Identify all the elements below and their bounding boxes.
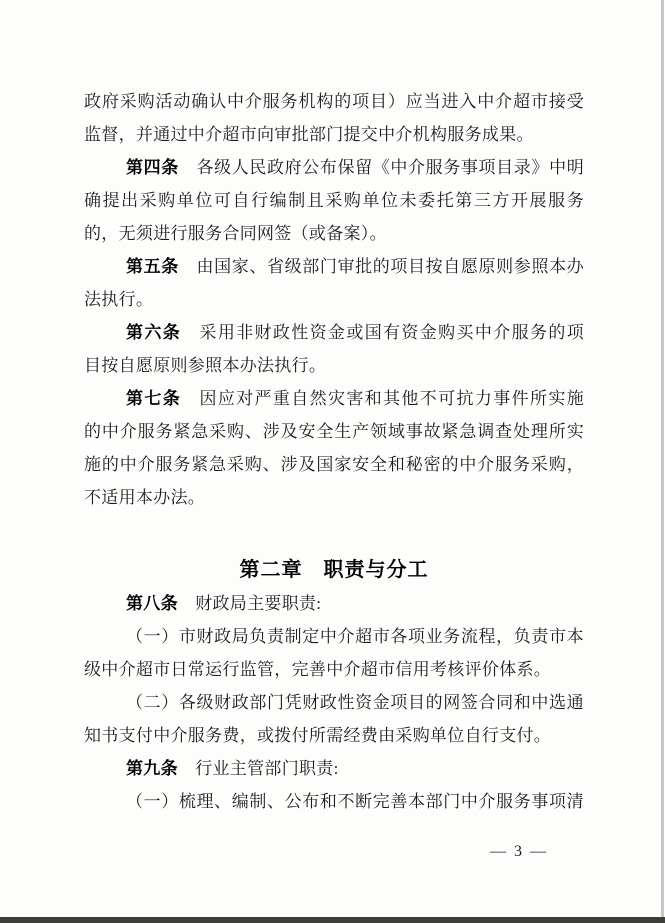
text-line: 级中介超市日常运行监管，完善中介超市信用考核评价体系。 (84, 660, 552, 679)
article-number: 第七条 (126, 389, 182, 408)
scan-edge-shadow-right (661, 0, 664, 923)
text-line: 法执行。 (84, 290, 154, 309)
text-line: 监督，并通过中介超市向审批部门提交中介机构服务成果。 (84, 125, 534, 144)
text-line: 第九条 行业主管部门职责: (126, 759, 339, 778)
document-body (84, 85, 584, 818)
article-number: 第六条 (126, 323, 182, 342)
chapter-heading: 第二章 职责与分工 (239, 559, 429, 581)
scan-edge-shadow-bottom (0, 917, 665, 923)
text-line: 第四条 各级人民政府公布保留《中介服务事项目录》中明 (126, 158, 584, 177)
text-line: （一）梳理、编制、公布和不断完善本部门中介服务事项清 (126, 792, 584, 811)
article-number: 第五条 (126, 257, 179, 276)
article-number: 第四条 (126, 158, 179, 177)
text-line: 第六条 采用非财政性资金或国有资金购买中介服务的项 (126, 323, 584, 342)
text-line: 确提出采购单位可自行编制且采购单位未委托第三方开展服务 (84, 191, 584, 210)
text-line: 的，无须进行服务合同网签（或备案）。 (84, 224, 387, 243)
paragraph-block-1 (84, 85, 584, 514)
text-line: 的中介服务紧急采购、涉及安全生产领域事故紧急调查处理所实 (84, 422, 584, 441)
text-line: 不适用本办法。 (84, 488, 206, 507)
text-line: （二）各级财政部门凭财政性资金项目的网签合同和中选通 (126, 693, 584, 712)
text-line: 施的中介服务紧急采购、涉及国家安全和秘密的中介服务采购， (84, 455, 584, 474)
text-line: 政府采购活动确认中介服务机构的项目）应当进入中介超市接受 (84, 92, 584, 111)
text-line: 第七条 因应对严重自然灾害和其他不可抗力事件所实施 (126, 389, 584, 408)
paragraph-block-2 (84, 587, 584, 818)
text-line: 第八条 财政局主要职责: (126, 594, 322, 613)
text-line: （一）市财政局负责制定中介超市各项业务流程，负责市本 (126, 627, 584, 646)
text-line: 知书支付中介服务费，或拨付所需经费由采购单位自行支付。 (84, 726, 552, 745)
article-number: 第九条 (126, 759, 178, 778)
page-number: — 3 — (490, 843, 548, 860)
text-line: 目按自愿原则参照本办法执行。 (84, 356, 327, 375)
article-number: 第八条 (126, 594, 178, 613)
text-line: 第五条 由国家、省级部门审批的项目按自愿原则参照本办 (126, 257, 584, 276)
